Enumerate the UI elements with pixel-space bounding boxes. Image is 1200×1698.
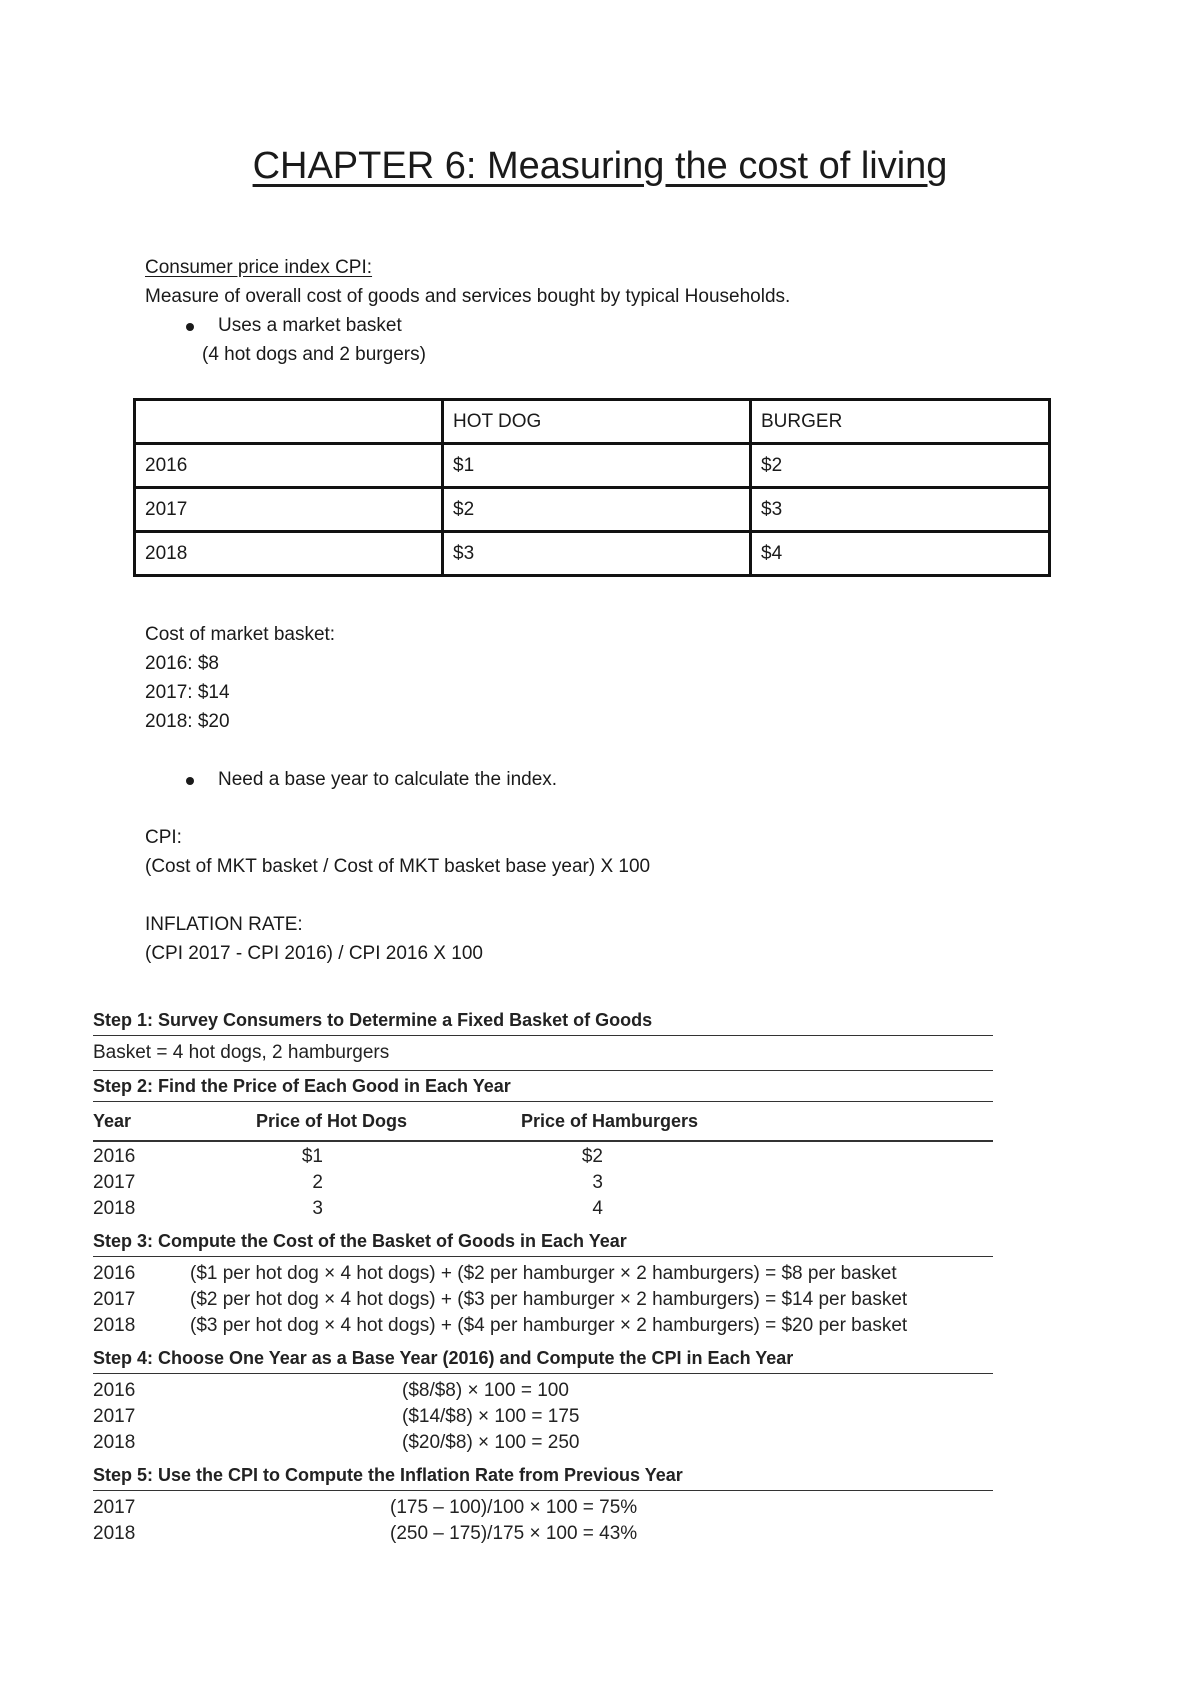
basket-cost-formula: ($1 per hot dog × 4 hot dogs) + ($2 per hamburger × 2 hamburgers) = $8 per basket <box>190 1263 897 1284</box>
table-row <box>93 1521 993 1547</box>
notes-section <box>145 253 1045 369</box>
column-header-hot-dogs: Price of Hot Dogs <box>256 1111 408 1131</box>
divider <box>93 1373 993 1374</box>
cpi-label: CPI: <box>145 827 182 848</box>
table-row <box>135 488 1050 532</box>
inflation-calculation: (175 – 100)/100 × 100 = 75% <box>390 1497 638 1518</box>
year-cell: 2017 <box>93 1172 136 1193</box>
table-cell: 2017 <box>135 488 443 532</box>
hot-dog-price: 3 <box>312 1198 323 1219</box>
price-table <box>133 398 1051 577</box>
table-row <box>135 444 1050 488</box>
page-title: CHAPTER 6: Measuring the cost of living <box>252 145 948 187</box>
divider <box>93 1256 993 1257</box>
basket-cost-formula: ($2 per hot dog × 4 hot dogs) + ($3 per hamburger × 2 hamburgers) = $14 per basket <box>190 1289 908 1310</box>
table-row <box>93 1287 993 1313</box>
table-row <box>93 1378 993 1404</box>
column-header-hamburgers: Price of Hamburgers <box>521 1111 699 1131</box>
table-header-hot-dog: HOT DOG <box>443 400 751 444</box>
basket-cost-heading: Cost of market basket: <box>145 624 336 645</box>
year-cell: 2017 <box>93 1406 136 1427</box>
table-row <box>135 532 1050 576</box>
price-table-header-row <box>135 400 1050 444</box>
basket-cost-2018: 2018: $20 <box>145 711 230 732</box>
column-header-year: Year <box>93 1111 132 1131</box>
step-2-title: Step 2: Find the Price of Each Good in Each Year <box>93 1076 511 1096</box>
inflation-label: INFLATION RATE: <box>145 914 303 935</box>
inflation-formula: (CPI 2017 - CPI 2016) / CPI 2016 X 100 <box>145 943 483 964</box>
basket-cost-2017: 2017: $14 <box>145 682 230 703</box>
basket-cost-2016: 2016: $8 <box>145 653 219 674</box>
year-cell: 2017 <box>93 1497 136 1518</box>
bullet-market-basket-detail: (4 hot dogs and 2 burgers) <box>202 344 426 365</box>
year-cell: 2016 <box>93 1146 136 1167</box>
hot-dog-price: 2 <box>312 1172 323 1193</box>
table-row <box>93 1404 993 1430</box>
bullet-base-year: Need a base year to calculate the index. <box>145 765 1045 794</box>
divider <box>93 1490 993 1491</box>
divider <box>93 1140 993 1142</box>
step-1-title: Step 1: Survey Consumers to Determine a Fixed Basket of Goods <box>93 1010 653 1030</box>
step-3-title: Step 3: Compute the Cost of the Basket of Goods in Each Year <box>93 1231 627 1251</box>
step-5-title: Step 5: Use the CPI to Compute the Inflation Rate from Previous Year <box>93 1465 683 1485</box>
table-row <box>93 1495 993 1521</box>
table-row <box>93 1313 993 1339</box>
table-cell: 2018 <box>135 532 443 576</box>
step-4-title: Step 4: Choose One Year as a Base Year (2016) and Compute the CPI in Each Year <box>93 1348 794 1368</box>
table-row <box>93 1170 993 1196</box>
step-1-basket: Basket = 4 hot dogs, 2 hamburgers <box>93 1042 390 1063</box>
table-row <box>93 1430 993 1456</box>
year-cell: 2018 <box>93 1198 136 1219</box>
table-cell: 2016 <box>135 444 443 488</box>
table-cell: $2 <box>751 444 1050 488</box>
hot-dog-price: $1 <box>301 1146 323 1167</box>
table-header-burger: BURGER <box>751 400 1050 444</box>
year-cell: 2016 <box>93 1380 136 1401</box>
table-cell: $3 <box>443 532 751 576</box>
hamburger-price: 4 <box>592 1198 603 1219</box>
hamburger-price: $2 <box>581 1146 603 1167</box>
year-cell: 2018 <box>93 1523 136 1544</box>
table-cell <box>135 400 443 444</box>
year-cell: 2018 <box>93 1432 136 1453</box>
cpi-heading: Consumer price index CPI: <box>145 257 373 278</box>
year-cell: 2017 <box>93 1289 136 1310</box>
year-cell: 2018 <box>93 1315 136 1336</box>
table-cell: $1 <box>443 444 751 488</box>
table-cell: $4 <box>751 532 1050 576</box>
year-cell: 2016 <box>93 1263 136 1284</box>
cpi-definition: Measure of overall cost of goods and services bought by typical Households. <box>145 286 791 307</box>
basket-cost-section <box>145 620 1045 968</box>
textbook-figure <box>93 1005 993 1547</box>
cpi-calculation: ($20/$8) × 100 = 250 <box>402 1432 580 1453</box>
table-cell: $3 <box>751 488 1050 532</box>
step-2-column-headers <box>93 1102 993 1140</box>
cpi-calculation: ($8/$8) × 100 = 100 <box>402 1380 569 1401</box>
table-row <box>93 1144 993 1170</box>
inflation-calculation: (250 – 175)/175 × 100 = 43% <box>390 1523 638 1544</box>
cpi-formula: (Cost of MKT basket / Cost of MKT basket base year) X 100 <box>145 856 651 877</box>
table-row <box>93 1196 993 1222</box>
cpi-calculation: ($14/$8) × 100 = 175 <box>402 1406 580 1427</box>
bullet-market-basket: Uses a market basket <box>145 311 1045 340</box>
table-row <box>93 1261 993 1287</box>
hamburger-price: 3 <box>592 1172 603 1193</box>
basket-cost-formula: ($3 per hot dog × 4 hot dogs) + ($4 per hamburger × 2 hamburgers) = $20 per basket <box>190 1315 908 1336</box>
table-cell: $2 <box>443 488 751 532</box>
